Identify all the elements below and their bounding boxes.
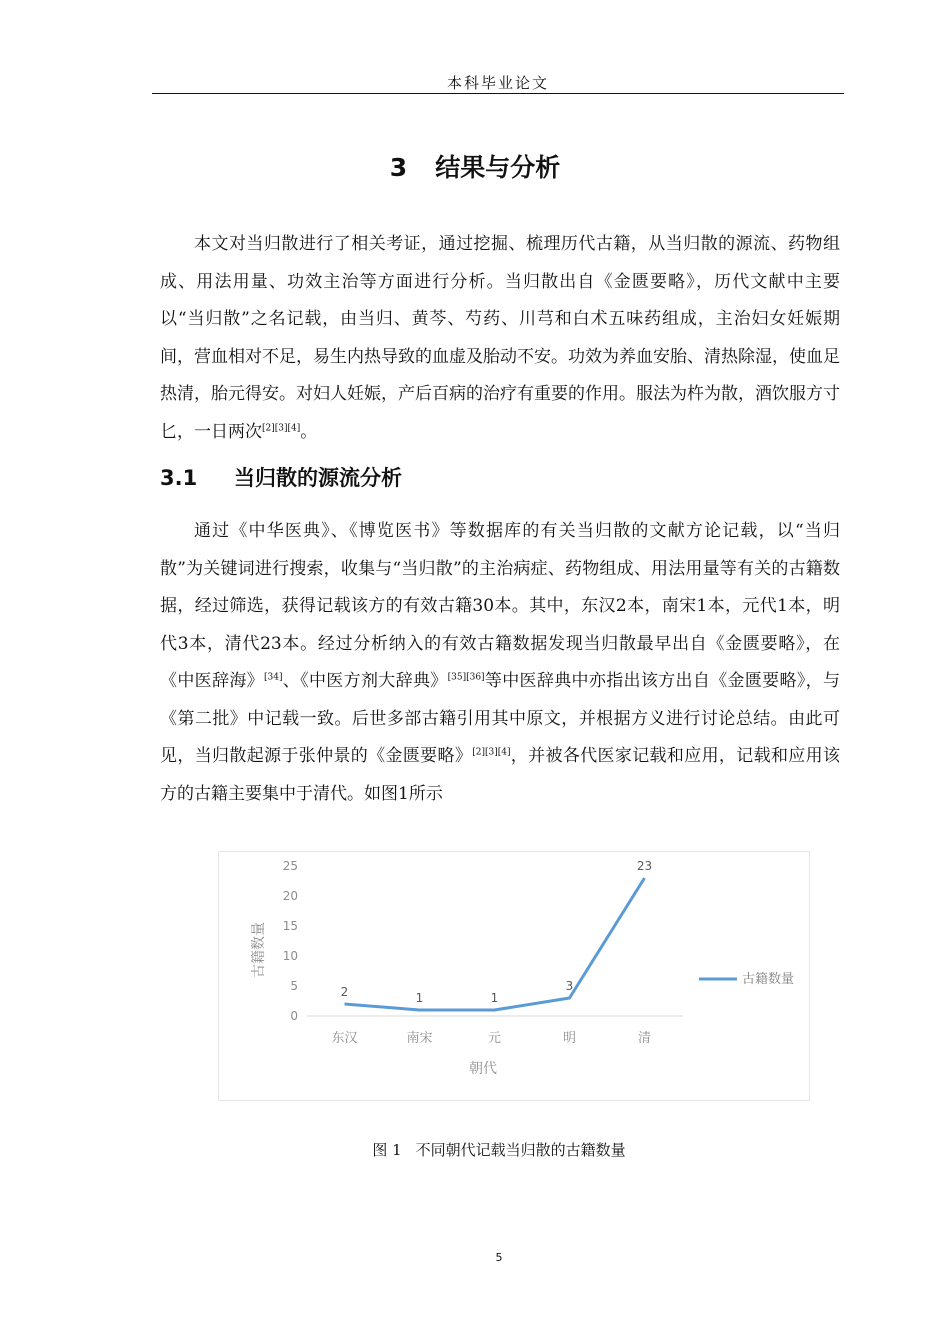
source-text-2: 、《中医方剂大辞典》 xyxy=(282,671,448,691)
page-number: 5 xyxy=(495,1251,503,1264)
x-tick-label: 元 xyxy=(487,1031,502,1046)
y-tick-label: 0 xyxy=(290,1009,298,1023)
line-chart xyxy=(219,852,809,1100)
figure-1-chart xyxy=(218,851,810,1101)
sentence-end: 。 xyxy=(300,421,318,442)
source-text-1: 通过《中华医典》、《博览医书》等数据库的有关当归散的文献方论记载，以“当归散”为关键词进行搜索，收集与“当归散”的主治病症、药物组成、用法用量等有关的古籍数据，经过筛选，获得记载该方的有效古籍30本。其中，东汉2本，南宋1本，元代1本，明代3本，清代23本。经过分析纳入的有效古籍数据发现当归散最早出自《金匮要略》，在《中医辞海》 xyxy=(160,521,840,691)
citation: [2][3][4] xyxy=(262,422,301,433)
y-tick-label: 20 xyxy=(282,889,298,903)
data-label: 23 xyxy=(636,859,653,873)
figure-caption xyxy=(0,1139,950,1160)
data-label: 1 xyxy=(415,991,424,1005)
y-tick-label: 10 xyxy=(282,949,298,963)
y-tick-label: 5 xyxy=(290,979,298,993)
x-tick-label: 南宋 xyxy=(406,1031,433,1046)
chapter-number: 3 xyxy=(389,153,408,182)
header-rule xyxy=(152,93,844,94)
section-title: 当归散的源流分析 xyxy=(234,466,402,490)
section-heading xyxy=(160,462,402,492)
section-number: 3.1 xyxy=(160,466,198,490)
citation: [2][3][4] xyxy=(472,747,511,758)
x-tick-label: 清 xyxy=(637,1031,652,1046)
data-label: 3 xyxy=(565,979,574,993)
intro-paragraph xyxy=(160,226,840,451)
x-axis-label: 朝代 xyxy=(469,1061,497,1077)
x-tick-label: 东汉 xyxy=(331,1031,358,1046)
chapter-title: 结果与分析 xyxy=(435,153,561,182)
page-header: 本科毕业论文 xyxy=(446,74,549,92)
intro-text: 本文对当归散进行了相关考证，通过挖掘、梳理历代古籍，从当归散的源流、药物组成、用法用量、功效主治等方面进行分析。当归散出自《金匮要略》，历代文献中主要以“当归散”之名记载，由当归、黄芩、芍药、川芎和白术五味药组成，主治妇女妊娠期间，营血相对不足，易生内热导致的血虚及胎动不安。功效为养血安胎、清热除湿，使血足热清，胎元得安。对妇人妊娠，产后百病的治疗有重要的作用。服法为杵为散，酒饮服方寸匕，一日两次 xyxy=(160,234,840,442)
source-paragraph xyxy=(160,513,840,813)
data-label: 2 xyxy=(340,985,349,999)
figure-number: 图 1 xyxy=(372,1141,402,1159)
figure-caption-text: 不同朝代记载当归散的古籍数量 xyxy=(415,1141,626,1159)
data-label: 1 xyxy=(490,991,499,1005)
source-text-3: 等中医辞典中亦指出该方出自《金匮要略》，与《第二批》中记载一致。后世多部古籍引用其中原文，并根据方义进行讨论总结。由此可见，当归散起源于张仲景的《金匮要略》 xyxy=(160,671,841,766)
y-tick-label: 15 xyxy=(282,919,298,933)
chapter-heading xyxy=(0,148,950,184)
legend-label: 古籍数量 xyxy=(742,972,795,987)
citation: [34] xyxy=(263,672,283,683)
x-tick-label: 明 xyxy=(562,1031,577,1046)
y-axis-label: 古籍数量 xyxy=(251,922,267,978)
y-tick-label: 25 xyxy=(282,859,298,873)
citation: [35][36] xyxy=(447,672,485,683)
source-text-4: ，并被各代医家记载和应用，记载和应用该方的古籍主要集中于清代。如图1所示 xyxy=(160,746,840,804)
